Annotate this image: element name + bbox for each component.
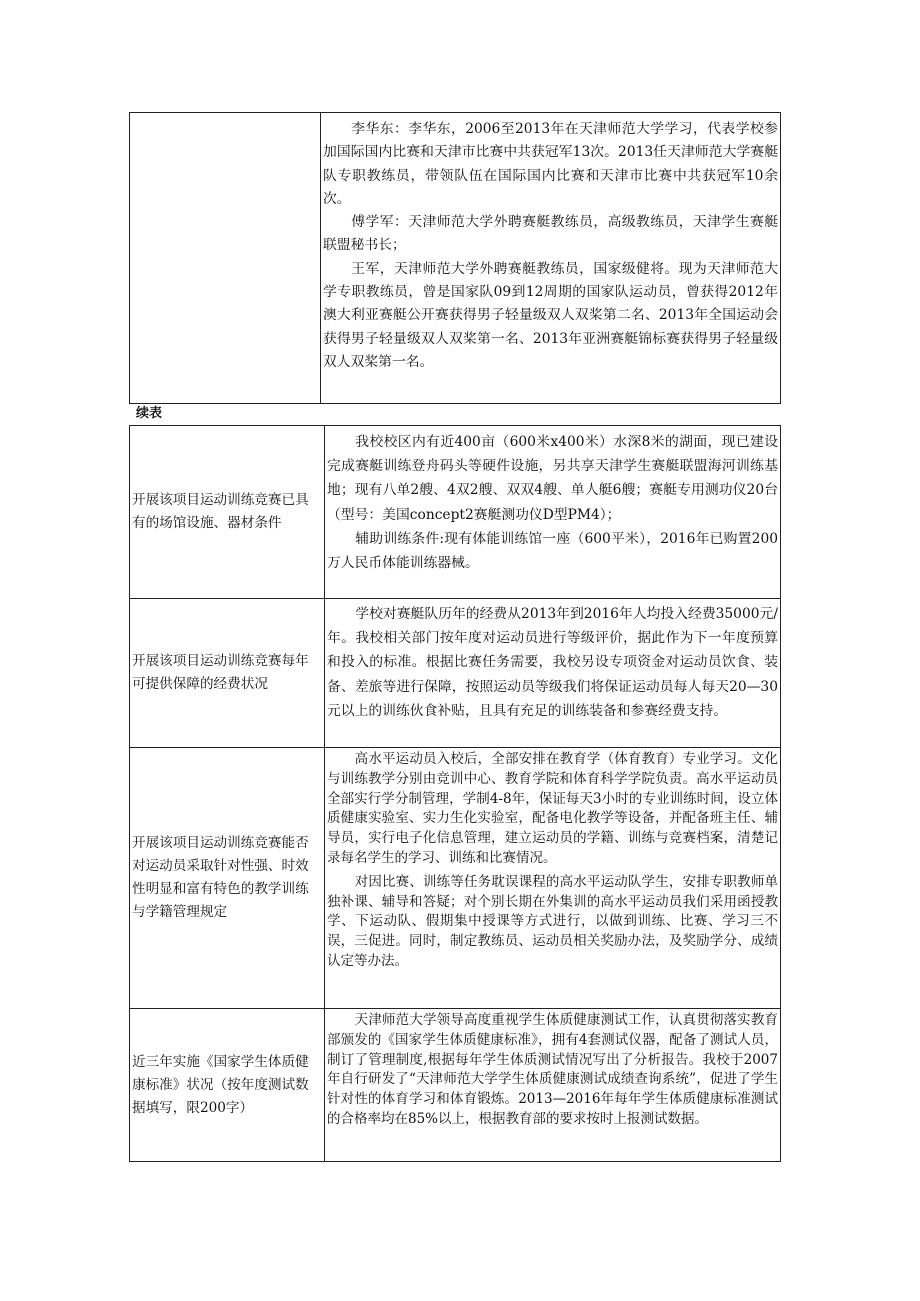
continued-table [129, 425, 781, 1162]
paragraph: 我校校区内有近400亩（600米x400米）水深8米的湖面，现已建设完成赛艇训练登舟码头等硬件设施，另共享天津学生赛艇联盟海河训练基地；现有八单2艘、4双2艘、双双4艘、单人艇6艘；赛艇专用测功仪20台（型号：美国concept2赛艇测功仪D型PM4）； [327, 434, 778, 523]
paragraph: 王军，天津师范大学外聘赛艇教练员，国家级健将。现为天津师范大学专职教练员，曾是国家队09到12周期的国家队运动员，曾获得2012年澳大利亚赛艇公开赛获得男子轻量级双人双桨第二名、2013年全国运动会获得男子轻量级双人双桨第一名、2013年亚洲赛艇锦标赛获得男子轻量级双人双桨第一名。 [323, 260, 778, 370]
continued-table-label: 续表 [136, 406, 163, 421]
table-row [130, 599, 781, 748]
table-row [130, 1009, 781, 1162]
table-row [130, 426, 781, 599]
paragraph: 天津师范大学领导高度重视学生体质健康测试工作，认真贯彻落实教育部颁发的《国家学生体质健康标准》，拥有4套测试仪器，配备了测试人员，制订了管理制度,根据每年学生体质测试情况写出了分析报告。我校于2007年自行研发了“天津师范大学学生体质健康测试成绩查询系统”，促进了学生针对性的体育学习和体育锻炼。2013—2016年每年学生体质健康标准测试的合格率均在85%以上，根据教育部的要求按时上报测试数据。 [327, 1012, 778, 1127]
paragraph: 对因比赛、训练等任务耽误课程的高水平运动队学生，安排专职教师单独补课、辅导和答疑；对个别长期在外集训的高水平运动员我们采用函授教学、下运动队、假期集中授课等方式进行，以做到训练、比赛、学习三不误，三促进。同时，制定教练员、运动员相关奖励办法，及奖励学分、成绩认定等办法。 [327, 873, 778, 969]
empty-label-cell [130, 113, 321, 404]
row-label: 开展该项目运动训练竞赛已具有的场馆设施、器材条件 [130, 426, 325, 599]
row-content [325, 426, 781, 599]
coaches-cell [321, 113, 781, 404]
row-content [325, 748, 781, 1009]
row-label: 开展该项目运动训练竞赛能否对运动员采取针对性强、时效性明显和富有特色的教学训练与学籍管理规定 [130, 748, 325, 1009]
table-row [130, 748, 781, 1009]
paragraph: 李华东：李华东，2006至2013年在天津师范大学学习，代表学校参加国际国内比赛和天津市比赛中共获冠军13次。2013任天津师范大学赛艇队专职教练员，带领队伍在国际国内比赛和天津市比赛中共获冠军10余次。 [323, 121, 778, 207]
top-continuation-table [129, 112, 781, 404]
paragraph: 辅助训练条件:现有体能训练馆一座（600平米），2016年已购置200万人民币体能训练器械。 [327, 530, 778, 572]
table-row [130, 113, 781, 404]
paragraph: 傅学军：天津师范大学外聘赛艇教练员，高级教练员，天津学生赛艇联盟秘书长； [323, 214, 778, 254]
row-content [325, 599, 781, 748]
paragraph: 高水平运动员入校后，全部安排在教育学（体育教育）专业学习。文化与训练教学分别由竞训中心、教育学院和体育科学学院负责。高水平运动员全部实行学分制管理，学制4-8年，保证每天3小时的专业训练时间，设立体质健康实验室、实力生化实验室，配备电化教学等设备，并配备班主任、辅导员，实行电子化信息管理，建立运动员的学籍、训练与竞赛档案，清楚记录每名学生的学习、训练和比赛情况。 [327, 751, 778, 866]
row-label: 开展该项目运动训练竞赛每年可提供保障的经费状况 [130, 599, 325, 748]
row-label: 近三年实施《国家学生体质健康标准》状况（按年度测试数据填写，限200字） [130, 1009, 325, 1162]
row-content [325, 1009, 781, 1162]
paragraph: 学校对赛艇队历年的经费从2013年到2016年人均投入经费35000元/年。我校相关部门按年度对运动员进行等级评价，据此作为下一年度预算和投入的标准。根据比赛任务需要，我校另设专项资金对运动员饮食、装备、差旅等进行保障，按照运动员等级我们将保证运动员每人每天20—30元以上的训练伙食补贴，且具有充足的训练装备和参赛经费支持。 [327, 606, 778, 719]
